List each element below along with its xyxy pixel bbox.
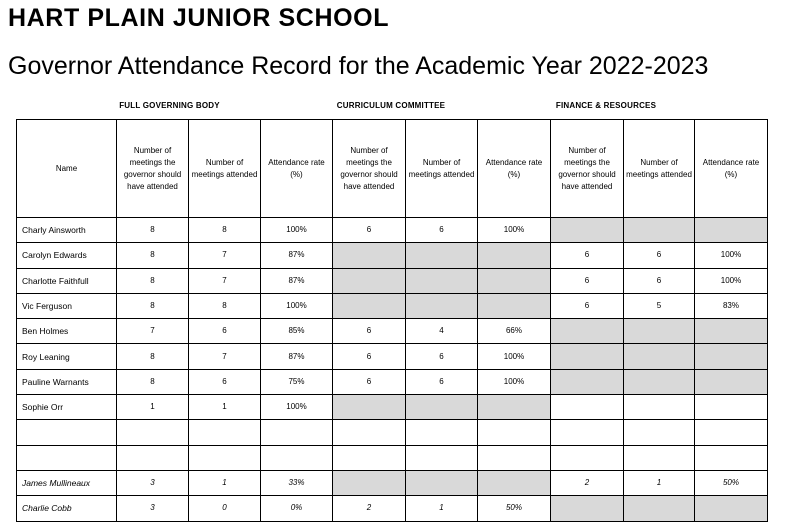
fin-attended-cell bbox=[624, 395, 695, 420]
header-fgb-attended-label: Number of meetings attended bbox=[191, 157, 258, 179]
group-label-curriculum-committee: CURRICULUM COMMITTEE bbox=[336, 101, 446, 110]
header-fin-should-attend bbox=[551, 120, 624, 218]
table-row bbox=[17, 395, 768, 420]
cur-should-attend-cell bbox=[333, 470, 406, 495]
cur-attended-cell bbox=[406, 445, 478, 470]
fin-rate-cell bbox=[695, 369, 768, 394]
fin-attended-cell bbox=[624, 344, 695, 369]
fgb-rate-cell: 33% bbox=[261, 470, 333, 495]
header-fgb-should-attend-label: Number of meetings the governor should have attended bbox=[123, 145, 182, 191]
fgb-attended-cell: 1 bbox=[189, 470, 261, 495]
fin-rate-cell bbox=[695, 445, 768, 470]
fgb-rate-cell: 85% bbox=[261, 319, 333, 344]
fgb-attended-cell: 8 bbox=[189, 218, 261, 243]
governor-name-cell: Charlie Cobb bbox=[17, 496, 117, 521]
cur-attended-cell bbox=[406, 243, 478, 268]
fgb-should-attend-cell: 8 bbox=[117, 218, 189, 243]
cur-attended-cell bbox=[406, 420, 478, 445]
cur-should-attend-cell: 6 bbox=[333, 319, 406, 344]
fin-rate-cell: 100% bbox=[695, 243, 768, 268]
fgb-should-attend-cell: 8 bbox=[117, 268, 189, 293]
governor-name-cell: Charly Ainsworth bbox=[17, 218, 117, 243]
cur-should-attend-cell bbox=[333, 293, 406, 318]
fgb-attended-cell bbox=[189, 420, 261, 445]
fgb-should-attend-cell bbox=[117, 445, 189, 470]
header-fin-attended bbox=[624, 120, 695, 218]
header-fgb-should-attend bbox=[117, 120, 189, 218]
page-title: Governor Attendance Record for the Academic Year 2022-2023 bbox=[8, 52, 709, 80]
cur-rate-cell: 100% bbox=[478, 369, 551, 394]
fin-should-attend-cell bbox=[551, 395, 624, 420]
fin-should-attend-cell bbox=[551, 496, 624, 521]
fin-rate-cell: 100% bbox=[695, 268, 768, 293]
table-row bbox=[17, 344, 768, 369]
fgb-should-attend-cell: 1 bbox=[117, 395, 189, 420]
fgb-rate-cell: 87% bbox=[261, 344, 333, 369]
fgb-rate-cell bbox=[261, 445, 333, 470]
cur-attended-cell: 6 bbox=[406, 218, 478, 243]
cur-rate-cell bbox=[478, 420, 551, 445]
fin-attended-cell: 1 bbox=[624, 470, 695, 495]
fin-should-attend-cell bbox=[551, 445, 624, 470]
committee-group-labels bbox=[0, 101, 800, 115]
table-row bbox=[17, 243, 768, 268]
table-row bbox=[17, 445, 768, 470]
fgb-attended-cell: 7 bbox=[189, 268, 261, 293]
fin-rate-cell bbox=[695, 319, 768, 344]
governor-name-cell: Vic Ferguson bbox=[17, 293, 117, 318]
fgb-rate-cell: 75% bbox=[261, 369, 333, 394]
cur-rate-cell: 50% bbox=[478, 496, 551, 521]
fin-should-attend-cell: 6 bbox=[551, 243, 624, 268]
fin-attended-cell bbox=[624, 420, 695, 445]
fin-attended-cell: 6 bbox=[624, 243, 695, 268]
cur-rate-cell: 100% bbox=[478, 344, 551, 369]
cur-should-attend-cell: 6 bbox=[333, 218, 406, 243]
fin-attended-cell bbox=[624, 369, 695, 394]
fgb-should-attend-cell: 8 bbox=[117, 344, 189, 369]
cur-rate-cell bbox=[478, 293, 551, 318]
governor-name-cell: Carolyn Edwards bbox=[17, 243, 117, 268]
fgb-rate-cell: 0% bbox=[261, 496, 333, 521]
cur-should-attend-cell bbox=[333, 420, 406, 445]
cur-should-attend-cell bbox=[333, 268, 406, 293]
cur-attended-cell bbox=[406, 470, 478, 495]
cur-attended-cell: 6 bbox=[406, 344, 478, 369]
fgb-rate-cell bbox=[261, 420, 333, 445]
governor-name-cell: James Mullineaux bbox=[17, 470, 117, 495]
table-header-row bbox=[17, 120, 768, 218]
fgb-rate-cell: 100% bbox=[261, 395, 333, 420]
table-row bbox=[17, 496, 768, 521]
fin-rate-cell bbox=[695, 420, 768, 445]
fgb-should-attend-cell bbox=[117, 420, 189, 445]
cur-attended-cell: 6 bbox=[406, 369, 478, 394]
fgb-attended-cell bbox=[189, 445, 261, 470]
cur-should-attend-cell bbox=[333, 243, 406, 268]
cur-attended-cell bbox=[406, 293, 478, 318]
group-label-finance-resources: FINANCE & RESOURCES bbox=[555, 101, 657, 110]
group-label-full-governing-body: FULL GOVERNING BODY bbox=[119, 101, 220, 110]
fgb-should-attend-cell: 8 bbox=[117, 293, 189, 318]
header-name bbox=[17, 120, 117, 218]
header-cur-attended-label: Number of meetings attended bbox=[408, 157, 475, 179]
governor-name-cell: Roy Leaning bbox=[17, 344, 117, 369]
cur-should-attend-cell: 6 bbox=[333, 369, 406, 394]
attendance-table bbox=[16, 119, 768, 522]
table-row bbox=[17, 319, 768, 344]
fgb-attended-cell: 6 bbox=[189, 319, 261, 344]
cur-rate-cell: 100% bbox=[478, 218, 551, 243]
fgb-should-attend-cell: 3 bbox=[117, 496, 189, 521]
header-fgb-rate-label: Attendance rate (%) bbox=[268, 157, 325, 179]
cur-rate-cell bbox=[478, 395, 551, 420]
fin-should-attend-cell bbox=[551, 344, 624, 369]
fgb-should-attend-cell: 3 bbox=[117, 470, 189, 495]
governor-name-cell: Sophie Orr bbox=[17, 395, 117, 420]
cur-rate-cell bbox=[478, 268, 551, 293]
cur-rate-cell bbox=[478, 445, 551, 470]
fgb-attended-cell: 0 bbox=[189, 496, 261, 521]
governor-name-cell: Ben Holmes bbox=[17, 319, 117, 344]
fgb-rate-cell: 87% bbox=[261, 243, 333, 268]
header-fin-attended-label: Number of meetings attended bbox=[626, 157, 692, 179]
header-fin-should-attend-label: Number of meetings the governor should have attended bbox=[558, 145, 616, 191]
fin-attended-cell bbox=[624, 496, 695, 521]
fin-should-attend-cell: 6 bbox=[551, 268, 624, 293]
cur-rate-cell bbox=[478, 470, 551, 495]
header-fgb-rate bbox=[261, 120, 333, 218]
header-cur-rate-label: Attendance rate (%) bbox=[485, 157, 543, 179]
header-name-label: Name bbox=[55, 163, 78, 173]
fin-should-attend-cell: 6 bbox=[551, 293, 624, 318]
table-row bbox=[17, 293, 768, 318]
table-row bbox=[17, 470, 768, 495]
fin-should-attend-cell bbox=[551, 369, 624, 394]
fin-attended-cell bbox=[624, 218, 695, 243]
fin-attended-cell: 6 bbox=[624, 268, 695, 293]
cur-rate-cell: 66% bbox=[478, 319, 551, 344]
fin-rate-cell: 83% bbox=[695, 293, 768, 318]
fgb-should-attend-cell: 8 bbox=[117, 243, 189, 268]
header-cur-attended bbox=[406, 120, 478, 218]
cur-attended-cell: 4 bbox=[406, 319, 478, 344]
cur-attended-cell bbox=[406, 268, 478, 293]
header-cur-should-attend-label: Number of meetings the governor should have attended bbox=[340, 145, 398, 191]
header-fin-rate bbox=[695, 120, 768, 218]
fin-attended-cell bbox=[624, 445, 695, 470]
fin-should-attend-cell bbox=[551, 218, 624, 243]
fgb-attended-cell: 7 bbox=[189, 243, 261, 268]
fgb-attended-cell: 8 bbox=[189, 293, 261, 318]
school-name: HART PLAIN JUNIOR SCHOOL bbox=[8, 4, 390, 32]
fgb-should-attend-cell: 8 bbox=[117, 369, 189, 394]
table-row bbox=[17, 369, 768, 394]
header-fgb-attended bbox=[189, 120, 261, 218]
cur-rate-cell bbox=[478, 243, 551, 268]
table-row bbox=[17, 268, 768, 293]
cur-should-attend-cell bbox=[333, 445, 406, 470]
fgb-attended-cell: 1 bbox=[189, 395, 261, 420]
table-row bbox=[17, 420, 768, 445]
cur-should-attend-cell: 6 bbox=[333, 344, 406, 369]
governor-name-cell bbox=[17, 420, 117, 445]
header-fin-rate-label: Attendance rate (%) bbox=[702, 157, 760, 179]
attendance-rows bbox=[17, 218, 768, 522]
fin-should-attend-cell bbox=[551, 319, 624, 344]
table-row bbox=[17, 218, 768, 243]
governor-name-cell: Pauline Warnants bbox=[17, 369, 117, 394]
fin-attended-cell bbox=[624, 319, 695, 344]
fin-rate-cell bbox=[695, 395, 768, 420]
cur-should-attend-cell: 2 bbox=[333, 496, 406, 521]
governor-name-cell bbox=[17, 445, 117, 470]
fin-should-attend-cell bbox=[551, 420, 624, 445]
fgb-rate-cell: 100% bbox=[261, 293, 333, 318]
fin-should-attend-cell: 2 bbox=[551, 470, 624, 495]
fin-rate-cell bbox=[695, 344, 768, 369]
fgb-attended-cell: 7 bbox=[189, 344, 261, 369]
fin-rate-cell bbox=[695, 218, 768, 243]
cur-attended-cell bbox=[406, 395, 478, 420]
governor-name-cell: Charlotte Faithfull bbox=[17, 268, 117, 293]
fin-rate-cell: 50% bbox=[695, 470, 768, 495]
header-cur-should-attend bbox=[333, 120, 406, 218]
fin-attended-cell: 5 bbox=[624, 293, 695, 318]
cur-attended-cell: 1 bbox=[406, 496, 478, 521]
fgb-rate-cell: 87% bbox=[261, 268, 333, 293]
fin-rate-cell bbox=[695, 496, 768, 521]
header-cur-rate bbox=[478, 120, 551, 218]
fgb-rate-cell: 100% bbox=[261, 218, 333, 243]
fgb-should-attend-cell: 7 bbox=[117, 319, 189, 344]
cur-should-attend-cell bbox=[333, 395, 406, 420]
fgb-attended-cell: 6 bbox=[189, 369, 261, 394]
